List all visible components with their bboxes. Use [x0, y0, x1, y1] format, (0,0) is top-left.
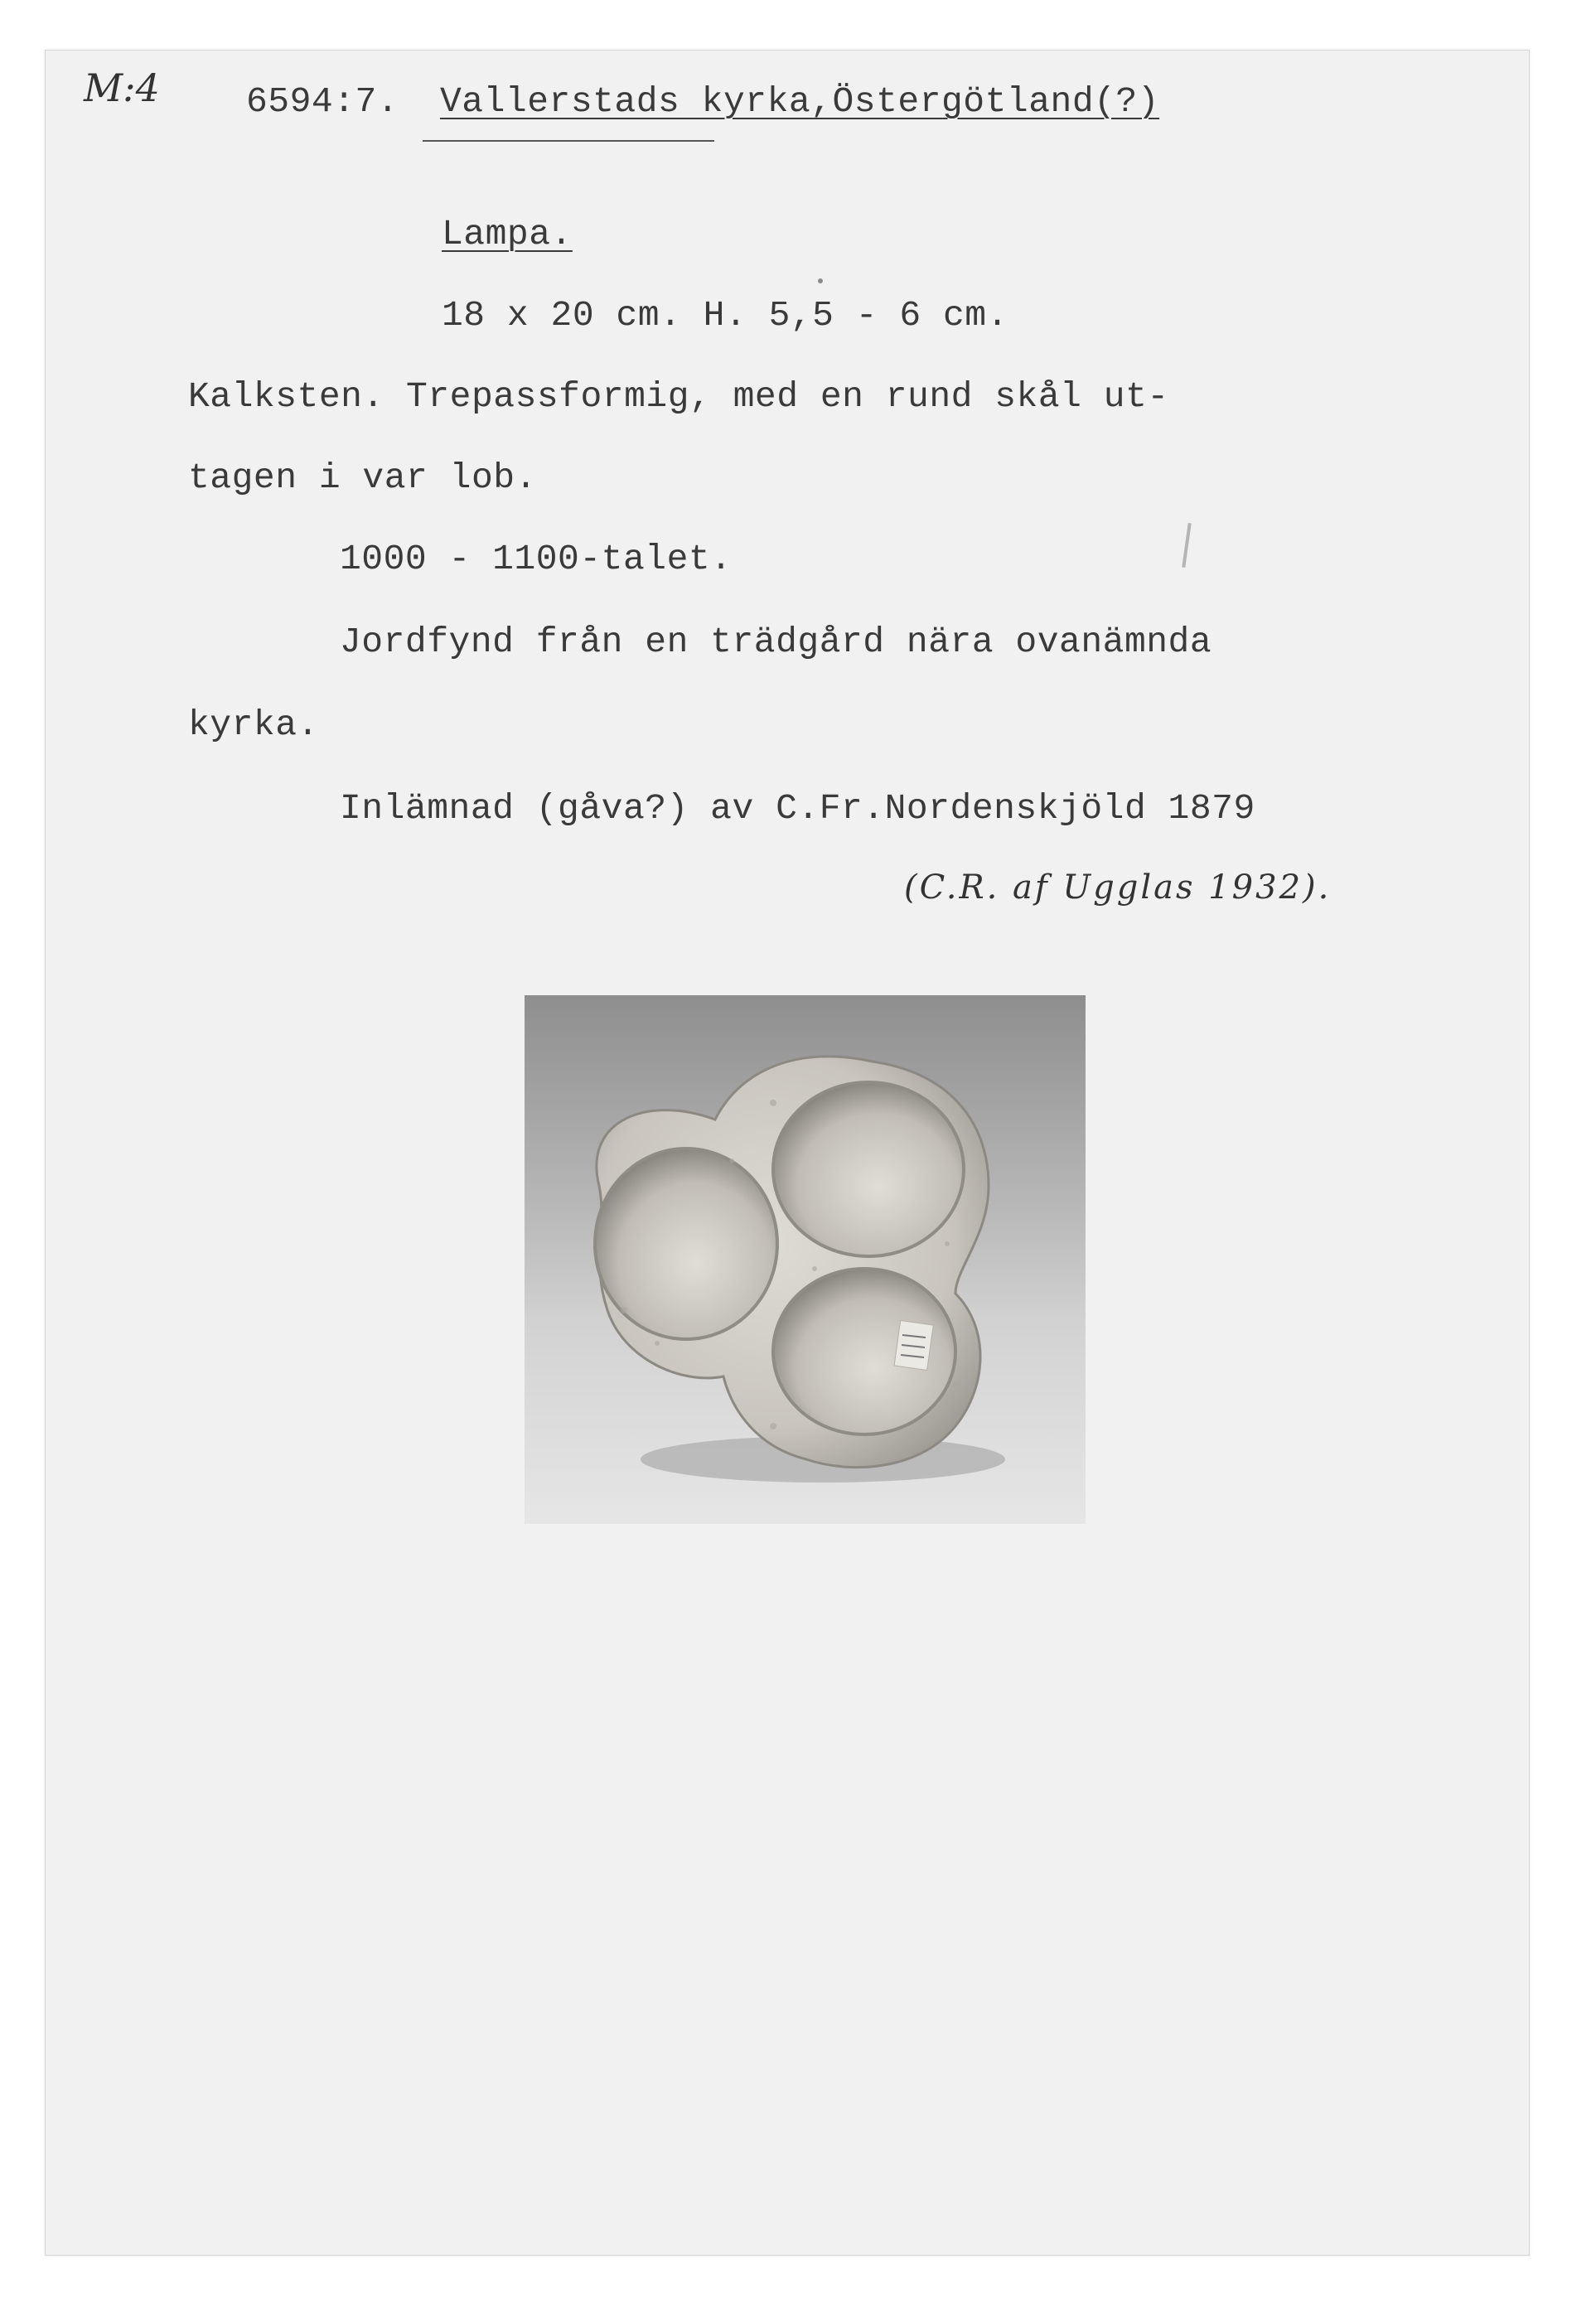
stone-lamp-photo [525, 995, 1086, 1524]
provenance: Inlämnad (gåva?) av C.Fr.Nordenskjöld 1879 [340, 788, 1255, 829]
object-name: Lampa. [442, 214, 573, 254]
handwritten-ref: M:4 [84, 65, 160, 110]
find-line-1: Jordfynd från en trädgård nära ovanämnda [340, 622, 1212, 662]
description-line-2: tagen i var lob. [188, 457, 537, 498]
dating: 1000 - 1100-talet. [340, 539, 733, 579]
speck [818, 278, 823, 283]
description-line-1: Kalksten. Trepassformig, med en rund skål ut- [188, 376, 1169, 417]
location-title: Vallerstads kyrka,Östergötland(?) [440, 81, 1160, 122]
dimensions: 18 x 20 cm. H. 5,5 - 6 cm. [442, 295, 1008, 336]
handwritten-attribution: (C.R. af Ugglas 1932). [904, 868, 1332, 907]
header-rule [423, 140, 714, 142]
find-line-2: kyrka. [188, 704, 319, 745]
speck-line [1182, 523, 1191, 568]
inventory-number: 6594:7. [246, 81, 399, 122]
